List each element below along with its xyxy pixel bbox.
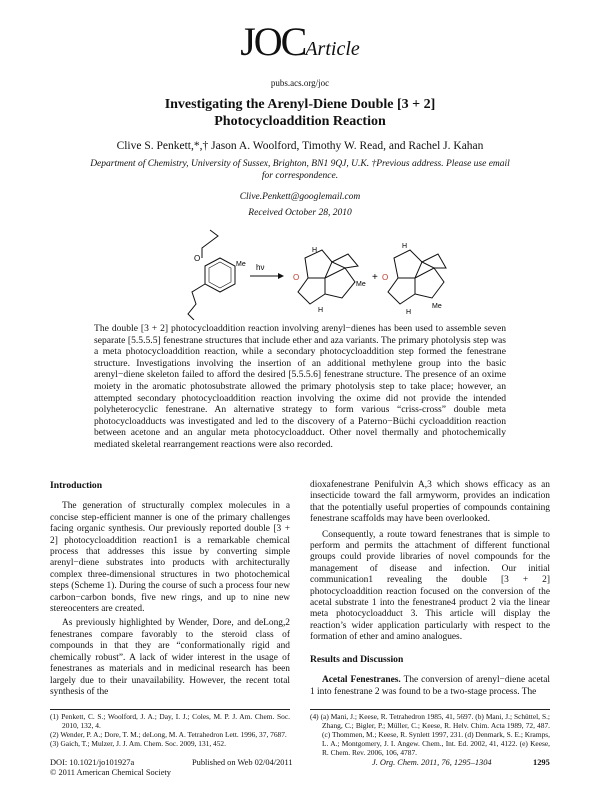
page-number: 1295 — [533, 758, 550, 767]
arrow-head-icon — [278, 273, 284, 279]
results-paragraph-1-text: The conversion of arenyl−diene acetal 1 into fenestrane 2 was found to be a two-stage process. The — [310, 675, 550, 697]
product-1-methyl: Me — [356, 281, 366, 288]
plus-sign: + — [372, 272, 378, 283]
journal-abbrev: JOC — [240, 19, 306, 64]
oxygen-label: O — [194, 254, 201, 263]
intro-paragraph-1: The generation of structurally complex molecules in a concise step-efficient manner is one of the primary challenges facing organic synthesis. Our previously reported double [3 + 2] photocycloaddition reaction1 is a remarkable chemical process that addresses this issue by converting simple arenyl−diene substrates into products with architecturally complex three-dimensional structures in two photochemical steps (Scheme 1). During the course of such a process four new carbon−carbon bonds, five new rings, and up to nine new stereocenters are created. — [50, 501, 290, 615]
results-paragraph-1 — [310, 675, 550, 698]
article-title — [100, 96, 500, 130]
footnotes-right — [310, 712, 550, 757]
intro-paragraph-3: dioxafenestrane Penifulvin A,3 which shows efficacy as an insecticide toward the fall armyworm, provides an indication that the potentially useful properties of compounds containing fenestrane scaffolds may have been overlooked. — [310, 480, 550, 525]
publication-date: Published on Web 02/04/2011 — [192, 758, 293, 767]
article-type: Article — [305, 38, 360, 60]
correspondence-email[interactable]: Clive.Penkett@googlemail.com — [239, 192, 361, 202]
journal-citation: J. Org. Chem. 2011, 76, 1295–1304 — [372, 758, 492, 767]
product-1-h-bottom: H — [318, 307, 324, 314]
product-1-oxygen: O — [293, 273, 300, 282]
intro-paragraph-4: Consequently, a route toward fenestranes that is simple to perform and permits the attachment of different functional groups could provide libraries of novel compounds for the management of disease and infection. Our initial communication1 revealing the double [3 + 2] photocycloaddition reaction focused on the conversion of the acetal substrate 1 into the fenestrane4 product 2 via the linear meta photocycloadduct 3. This article will display the reaction’s wider application particularly with respect to the formation of ether and amino analogues. — [310, 529, 550, 643]
subheading-acetal-fenestranes: Acetal Fenestranes. — [322, 675, 401, 686]
right-column — [310, 480, 550, 701]
graphical-abstract-scheme — [150, 228, 450, 320]
left-column — [50, 480, 290, 701]
methyl-label: Me — [236, 261, 246, 268]
abstract-text: The double [3 + 2] photocycloaddition reaction involving arenyl−dienes has been used to assemble seven separate [5.5.5.5] fenestrane structures that include ether and aza variants. The primary photolysis step was a meta photocycloaddition reaction, while a secondary photocycloaddition step formed the fenestrane structure. Investigations involving the insertion of an additional methylene group into the basic arenyl−diene skeleton failed to afford the desired [5.5.5.6] fenestrane structure. The presence of an oxime moiety in the aromatic photosubstrate allowed the primary photolysis step to take place; however, an attempted secondary photocycloaddition reaction involving the oxime did not provide the intended polyheterocyclic fenestrane. An alternative strategy to form various “criss-cross” double meta photocycloadducts was investigated and led to the discovery of a Paterno−Büchi cycloaddition reaction between acetone and an angular meta photocycloadduct. Other novel thermally and photochemically mediated skeletal rearrangement reactions were also recorded. — [94, 323, 506, 450]
title-line-2: Photocycloaddition Reaction — [214, 114, 386, 129]
substrate-structure — [188, 230, 235, 320]
section-heading-introduction: Introduction — [50, 480, 103, 491]
copyright: © 2011 American Chemical Society — [50, 768, 171, 777]
journal-logo — [0, 18, 600, 65]
footnotes-left — [50, 712, 290, 748]
footnote-divider-left — [50, 709, 290, 710]
product-2-methyl: Me — [432, 303, 442, 310]
product-2-structure — [388, 250, 446, 304]
footnote-4: (4) (a) Mani, J.; Keese, R. Tetrahedron 1985, 41, 5697. (b) Mani, J.; Schüttel, S.; Zhang, C.; Bigler, P.; Müller, C.; Keese, R. Helv. Chim. Acta 1989, 72, 487. (c) Thommen, M.; Keese, R. Synlett 1997, 231. (d) Denmark, S. E.; Kramps, L. A.; Montgomery, J. I. Angew. Chem., Int. Ed. 2002, 41, 4122. (e) Keese, R. Chem. Rev. 2006, 106, 4787. — [310, 712, 550, 757]
intro-paragraph-2: As previously highlighted by Wender, Dore, and deLong,2 fenestranes compare favorably to the steroid class of compounds in that they are “conformationally rigid and chemically robust”. A lack of wider interest in the usage of fenestranes as materials and in medicinal research has been largely due to their unavailability. However, the recent total synthesis of the — [50, 618, 290, 697]
product-2-h-top: H — [402, 243, 408, 250]
product-1-h-top: H — [312, 247, 318, 254]
product-1-structure — [298, 250, 358, 304]
footnote-3: (3) Gaich, T.; Mulzer, J. J. Am. Chem. Soc. 2009, 131, 452. — [50, 739, 226, 748]
doi[interactable]: DOI: 10.1021/jo101927a — [50, 758, 135, 767]
journal-url[interactable]: pubs.acs.org/joc — [270, 78, 330, 88]
title-line-1: Investigating the Arenyl-Diene Double [3 + 2] — [164, 97, 436, 112]
received-date: Received October 28, 2010 — [248, 208, 352, 218]
product-2-oxygen: O — [382, 273, 389, 282]
section-heading-results: Results and Discussion — [310, 653, 404, 665]
product-2-h-bottom: H — [406, 309, 412, 316]
footnote-2: (2) Wender, P. A.; Dore, T. M.; deLong, M. A. Tetrahedron Lett. 1996, 37, 7687. — [50, 730, 287, 739]
hv-label: hν — [256, 263, 265, 272]
author-list: Clive S. Penkett,*,† Jason A. Woolford, Timothy W. Read, and Rachel J. Kahan — [116, 140, 484, 152]
affiliation: Department of Chemistry, University of Sussex, Brighton, BN1 9QJ, U.K. †Previous address. Please use email for correspondence. — [90, 159, 510, 181]
footnote-divider-right — [310, 709, 550, 710]
footnote-1: (1) Penkett, C. S.; Woolford, J. A.; Day, I. J.; Coles, M. P. J. Am. Chem. Soc. 2010, 132, 4. — [50, 712, 290, 730]
